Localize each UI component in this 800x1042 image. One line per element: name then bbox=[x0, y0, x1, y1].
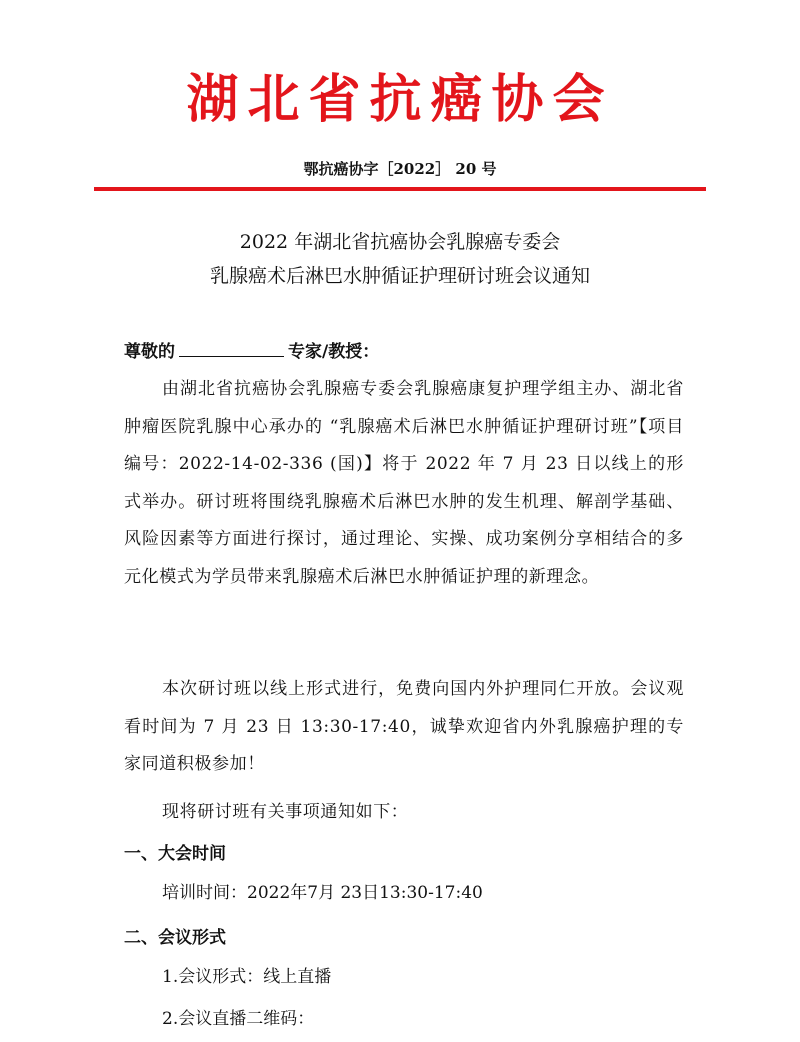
section-heading-time: 一、大会时间 bbox=[124, 844, 226, 864]
livestream-qr-item: 2.会议直播二维码： bbox=[162, 1009, 315, 1029]
section-heading-format: 二、会议形式 bbox=[124, 928, 226, 948]
name-blank bbox=[179, 338, 284, 357]
format-paragraph: 本次研讨班以线上形式进行，免费向国内外护理同仁开放。会议观看时间为 7 月 23 日 13:30-17:40，诚挚欢迎省内外乳腺癌护理的专家同道积极参加！ bbox=[124, 679, 684, 774]
greeting-prefix: 尊敬的 bbox=[124, 342, 175, 362]
notice-subject-line-2: 乳腺癌术后淋巴水肿循证护理研讨班会议通知 bbox=[209, 265, 590, 287]
greeting bbox=[124, 338, 379, 365]
greeting-suffix: 专家/教授： bbox=[288, 342, 380, 362]
organization-title: 湖北省抗癌协会 bbox=[186, 70, 614, 130]
document-number: 鄂抗癌协字［2022］ 20 号 bbox=[303, 160, 497, 178]
notice-subject-line-1: 2022 年湖北省抗癌协会乳腺癌专委会 bbox=[239, 231, 561, 253]
intro-paragraph: 由湖北省抗癌协会乳腺癌专委会乳腺癌康复护理学组主办、湖北省肿瘤医院乳腺中心承办的 “乳腺癌术后淋巴水肿循证护理研讨班”【项目编号：2022-14-02-336 (国)】将于 2022 年 7 月 23 日以线上的形式举办。研讨班将围绕乳腺癌术后淋巴水肿的发生机理、解剖学基础、风险因素等方面进行探讨，通过理论、实操、成功案例分享相结合的多元化模式为学员带来乳腺癌术后淋巴水肿循证护理的新理念。 bbox=[124, 379, 684, 587]
header-divider bbox=[94, 187, 706, 191]
meeting-format-item: 1.会议形式：线上直播 bbox=[162, 967, 332, 987]
notice-lead-paragraph: 现将研讨班有关事项通知如下： bbox=[162, 802, 409, 822]
training-time: 培训时间：2022年7月 23日13:30-17:40 bbox=[162, 883, 483, 903]
